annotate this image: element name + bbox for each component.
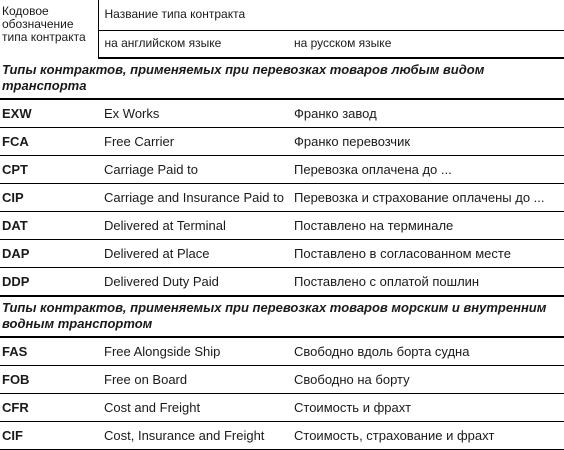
english-name-cell: Free Carrier — [98, 128, 288, 156]
table-row — [0, 156, 564, 184]
russian-name-cell: Свободно на борту — [288, 366, 564, 394]
russian-name-cell: Стоимость и фрахт — [288, 394, 564, 422]
section-title: Типы контрактов, применяемых при перевозках товаров морским и внутренним водным транспортом — [0, 296, 564, 337]
table-row — [0, 99, 564, 128]
english-name-cell: Carriage Paid to — [98, 156, 288, 184]
table-row — [0, 212, 564, 240]
english-name-cell: Cost, Insurance and Freight — [98, 422, 288, 450]
code-cell: EXW — [0, 99, 98, 128]
table-row — [0, 337, 564, 366]
english-name-cell: Free on Board — [98, 366, 288, 394]
code-column-header: Кодовое обозначение типа контракта — [2, 4, 86, 44]
russian-name-cell: Поставлено на терминале — [288, 212, 564, 240]
code-cell: CFR — [0, 394, 98, 422]
table-row — [0, 366, 564, 394]
section-header-row — [0, 296, 564, 337]
table-body — [0, 58, 564, 450]
code-cell: CIF — [0, 422, 98, 450]
code-cell: FCA — [0, 128, 98, 156]
russian-name-cell: Свободно вдоль борта судна — [288, 337, 564, 366]
code-cell: DDP — [0, 268, 98, 297]
english-name-cell: Free Alongside Ship — [98, 337, 288, 366]
english-name-cell: Cost and Freight — [98, 394, 288, 422]
table-row — [0, 268, 564, 297]
russian-name-cell: Перевозка оплачена до ... — [288, 156, 564, 184]
table-row — [0, 240, 564, 268]
contract-name-header: Название типа контракта — [98, 0, 564, 31]
section-title: Типы контрактов, применяемых при перевозках товаров любым видом транспорта — [0, 58, 564, 99]
russian-name-cell: Франко завод — [288, 99, 564, 128]
code-cell: DAT — [0, 212, 98, 240]
code-cell: CPT — [0, 156, 98, 184]
english-name-cell: Delivered at Terminal — [98, 212, 288, 240]
russian-name-cell: Поставлено в согласованном месте — [288, 240, 564, 268]
russian-name-cell: Поставлено с оплатой пошлин — [288, 268, 564, 297]
table-row — [0, 422, 564, 450]
table-row — [0, 128, 564, 156]
table-row — [0, 184, 564, 212]
code-cell: FOB — [0, 366, 98, 394]
russian-name-cell: Франко перевозчик — [288, 128, 564, 156]
russian-column-header: на русском языке — [288, 31, 564, 59]
english-name-cell: Delivered Duty Paid — [98, 268, 288, 297]
english-column-header: на английском языке — [98, 31, 288, 59]
code-cell: FAS — [0, 337, 98, 366]
russian-name-cell: Перевозка и страхование оплачены до ... — [288, 184, 564, 212]
table-row — [0, 394, 564, 422]
header-row — [0, 0, 564, 31]
russian-name-cell: Стоимость, страхование и фрахт — [288, 422, 564, 450]
english-name-cell: Ex Works — [98, 99, 288, 128]
code-cell: CIP — [0, 184, 98, 212]
english-name-cell: Delivered at Place — [98, 240, 288, 268]
code-cell: DAP — [0, 240, 98, 268]
english-name-cell: Carriage and Insurance Paid to — [98, 184, 288, 212]
section-header-row — [0, 58, 564, 99]
